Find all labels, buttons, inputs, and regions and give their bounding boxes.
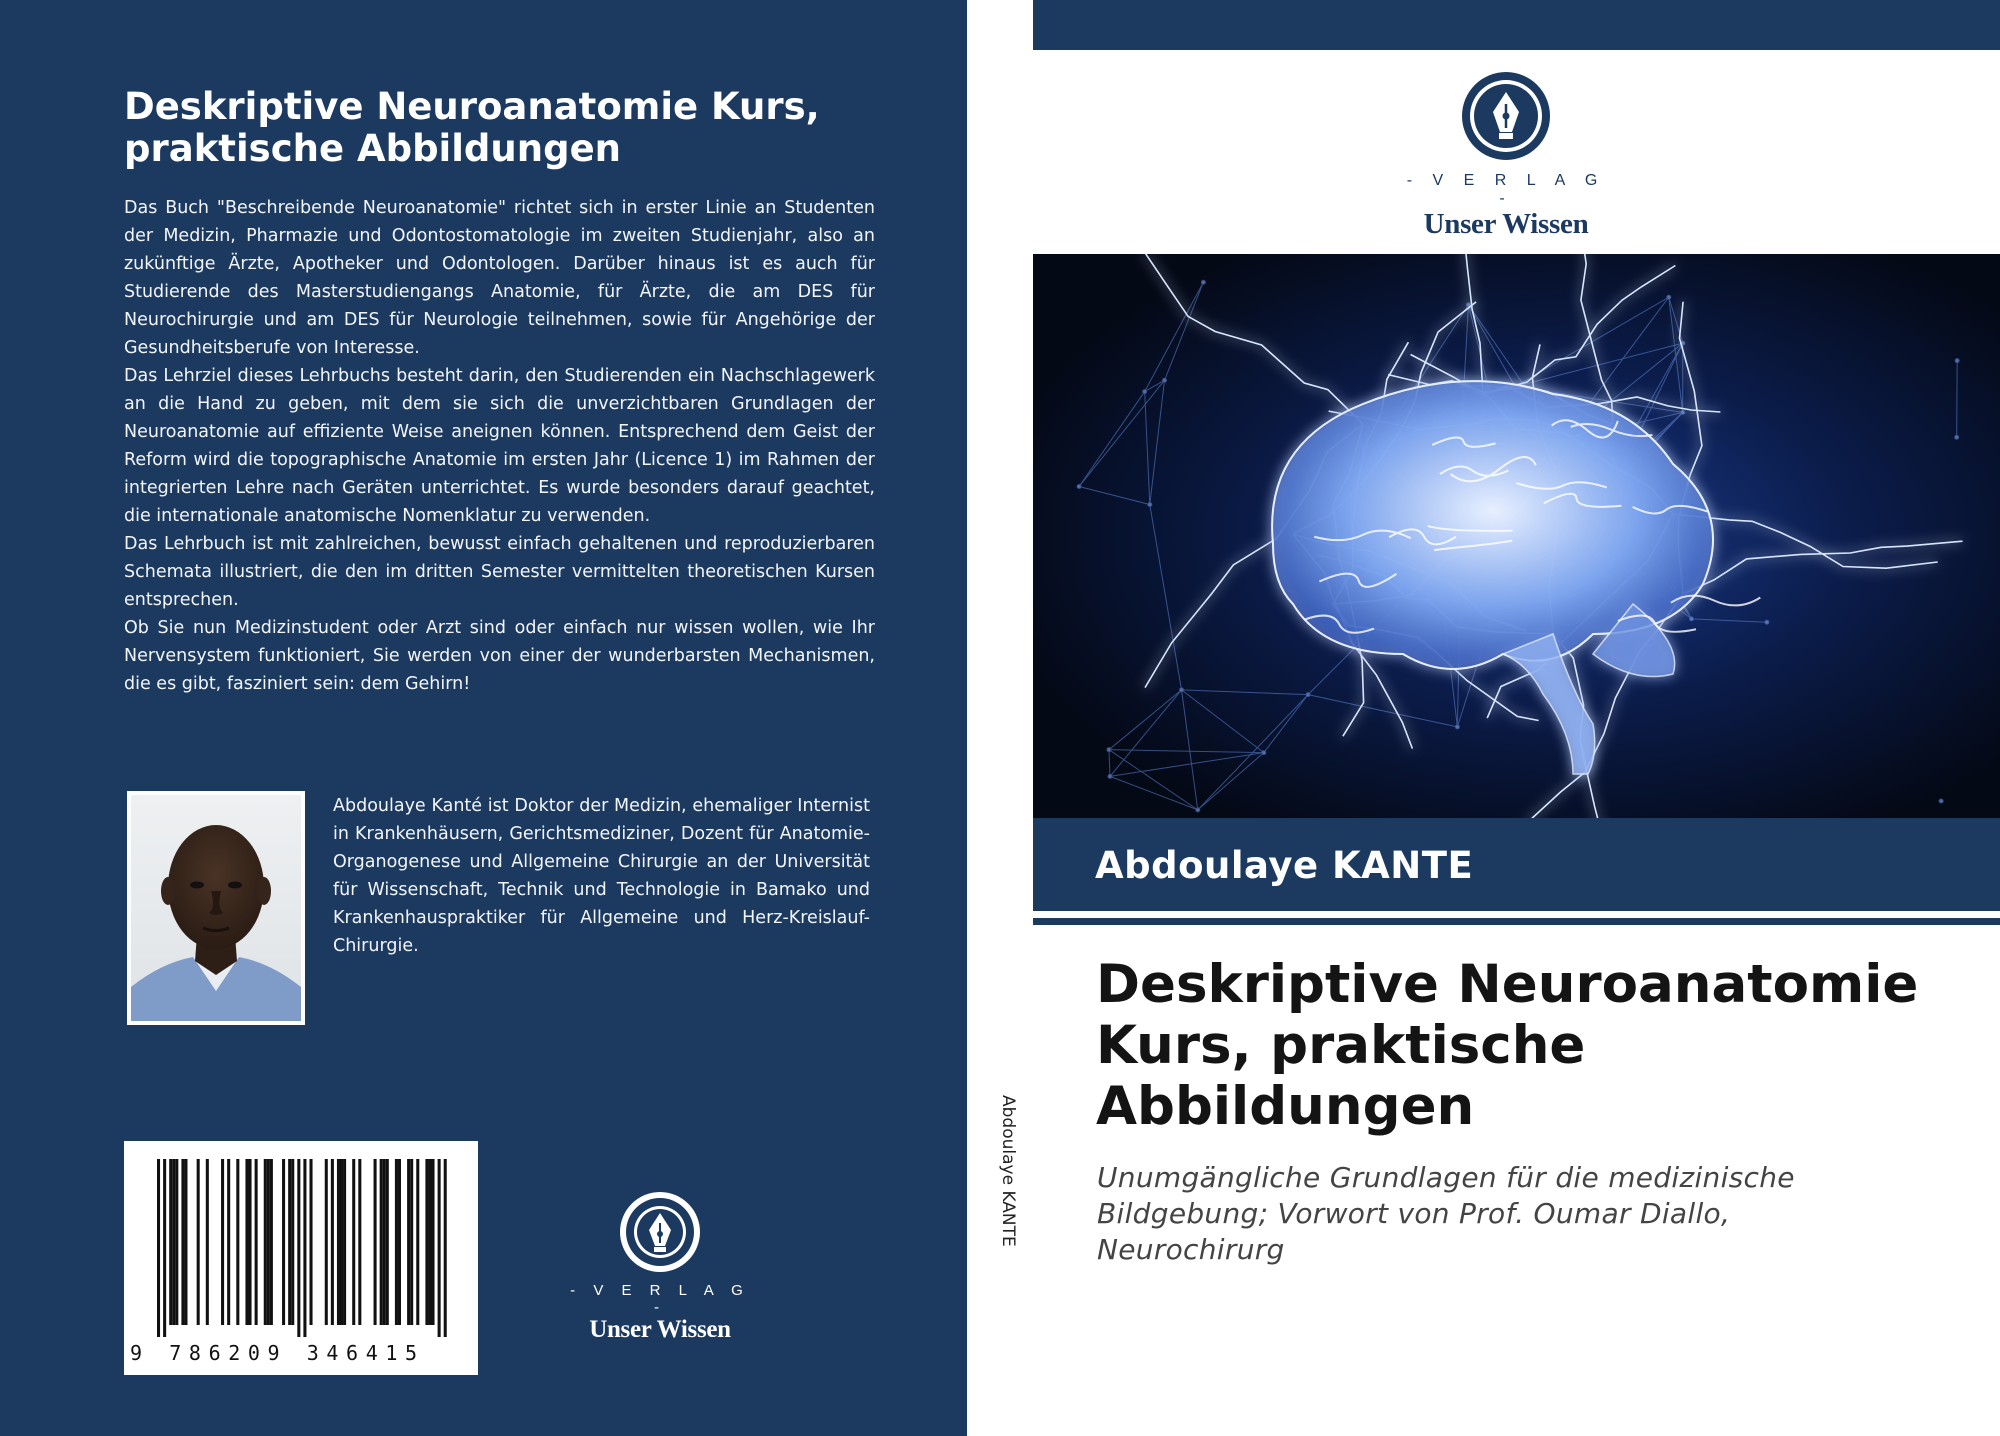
front-cover-subtitle: Unumgängliche Grundlagen für die medizinische Bildgebung; Vorwort von Prof. Oumar Diallo, Neurochirurg: [1097, 1161, 1795, 1266]
barcode-bar: [352, 1159, 355, 1325]
barcode-bar: [398, 1159, 401, 1325]
barcode-bar: [303, 1159, 306, 1337]
blurb-paragraph: Das Lehrbuch ist mit zahlreichen, bewusst einfach gehaltenen und reproduzierbaren Schemata illustriert, die den im dritten Semester vermittelten theoretischen Kursen entsprechen.: [124, 534, 875, 610]
author-portrait-image: [131, 795, 301, 1021]
barcode-bar: [340, 1159, 343, 1325]
barcode-bar: [197, 1159, 200, 1325]
barcode-bar: [267, 1159, 270, 1325]
glowing-brain-illustration: [1033, 254, 2000, 818]
publisher-logo-back: [560, 1190, 760, 1344]
barcode-bar: [175, 1159, 178, 1325]
cover-brain-image: [1033, 254, 2000, 818]
publisher-verlag-label: - V E R L A G -: [1406, 172, 1606, 207]
barcode-bar: [337, 1159, 340, 1325]
publisher-name: Unser Wissen: [1423, 208, 1589, 240]
barcode-bar: [227, 1159, 230, 1325]
author-biography: Abdoulaye Kanté ist Doktor der Medizin, ehemaliger Internist in Krankenhäusern, Gerichtsmediziner, Dozent für Anatomie-Organogenese und Allgemeine Chirurgie an der Universität für Wissenschaft, Technik und Technologie in Bamako und Krankenhauspraktiker für Allgemeine und Herz-Kreislauf-Chirurgie.: [333, 796, 870, 956]
blurb-paragraph: Ob Sie nun Medizinstudent oder Arzt sind oder einfach nur wissen wollen, wie Ihr Nervensystem funktioniert, Sie werden von einer der wunderbarsten Mechanismen, die es gibt, fasziniert sein: dem Gehirn!: [124, 618, 875, 694]
isbn-number: 9 786209 346415: [130, 1341, 425, 1365]
barcode-bar: [416, 1159, 419, 1325]
barcode-bar: [432, 1159, 435, 1325]
barcode-bar: [383, 1159, 386, 1325]
barcode-bar: [291, 1159, 294, 1325]
barcode-bar: [410, 1159, 413, 1325]
barcode-bar: [288, 1159, 291, 1325]
front-cover-title: Deskriptive Neuroanatomie Kurs, praktische Abbildungen: [1096, 954, 1919, 1137]
barcode-bar: [358, 1159, 361, 1325]
blurb-paragraph: Das Lehrziel dieses Lehrbuchs besteht darin, den Studierenden ein Nachschlagewerk an die Hand zu geben, mit dem sie sich die unverzichtbaren Grundlagen der Neuroanatomie auf effiziente Weise aneignen können. Entsprechend dem Geist der Reform wird die topographische Anatomie im ersten Jahr (Licence 1) im Rahmen der integrierten Lehre nach Geräten unterrichtet. Es wurde besonders darauf geachtet, die internationale anatomische Nomenklatur zu verwenden.: [124, 366, 875, 526]
barcode-bar: [438, 1159, 441, 1337]
publisher-verlag-label: - V E R L A G -: [570, 1282, 750, 1316]
barcode-bar: [444, 1159, 447, 1337]
fountain-pen-seal-icon: [618, 1190, 702, 1274]
barcode-bar: [169, 1159, 172, 1325]
author-photo: [127, 791, 305, 1025]
back-cover: [0, 0, 967, 1436]
barcode-bar: [270, 1159, 273, 1325]
front-author-name: Abdoulaye KANTE: [1095, 844, 1474, 887]
back-cover-title: Deskriptive Neuroanatomie Kurs, praktische Abbildungen: [124, 85, 820, 170]
barcode-bar: [236, 1159, 239, 1325]
barcode-bar: [264, 1159, 267, 1325]
barcode-bar: [343, 1159, 346, 1325]
front-cover-top-bar: [1033, 0, 2000, 50]
back-cover-blurb: [124, 194, 875, 698]
barcode-bar: [221, 1159, 224, 1325]
publisher-name: Unser Wissen: [589, 1316, 731, 1343]
barcode-bar: [374, 1159, 377, 1325]
front-author-band: [1033, 818, 2000, 911]
barcode-bar: [181, 1159, 184, 1325]
barcode-bar: [407, 1159, 410, 1325]
barcode-bars: [124, 1141, 478, 1375]
blurb-paragraph: Das Buch "Beschreibende Neuroanatomie" richtet sich in erster Linie an Studenten der Medizin, Pharmazie und Odontostomatologie im zweiten Studienjahr, also an zukünftige Ärzte, Apotheker und Odontologen. Darüber hinaus ist es auch für Studierende des Masterstudiengangs Anatomie, für Ärzte, die am DES für Neurochirurgie und am DES für Neurologie teilnehmen, sowie für Angehörige der Gesundheitsberufe von Interesse.: [124, 198, 875, 358]
barcode-bar: [172, 1159, 175, 1325]
barcode-bar: [331, 1159, 334, 1325]
barcode-bar: [206, 1159, 209, 1325]
barcode-bar: [255, 1159, 258, 1325]
spine-author: Abdoulaye KANTE: [998, 1095, 1018, 1247]
barcode-bar: [245, 1159, 248, 1325]
isbn-barcode: [124, 1141, 478, 1375]
barcode-bar: [249, 1159, 252, 1325]
barcode-bar: [380, 1159, 383, 1325]
barcode-bar: [184, 1159, 187, 1325]
barcode-bar: [310, 1159, 313, 1325]
barcode-bar: [428, 1159, 431, 1325]
barcode-bar: [163, 1159, 166, 1337]
barcode-bar: [157, 1159, 160, 1337]
publisher-logo-front: [1406, 70, 1606, 241]
barcode-bar: [297, 1159, 300, 1337]
barcode-bar: [386, 1159, 389, 1325]
fountain-pen-seal-icon: [1460, 70, 1552, 162]
barcode-bar: [395, 1159, 398, 1325]
barcode-bar: [425, 1159, 428, 1325]
divider-line: [1033, 918, 2000, 925]
barcode-bar: [325, 1159, 328, 1325]
barcode-bar: [282, 1159, 285, 1325]
